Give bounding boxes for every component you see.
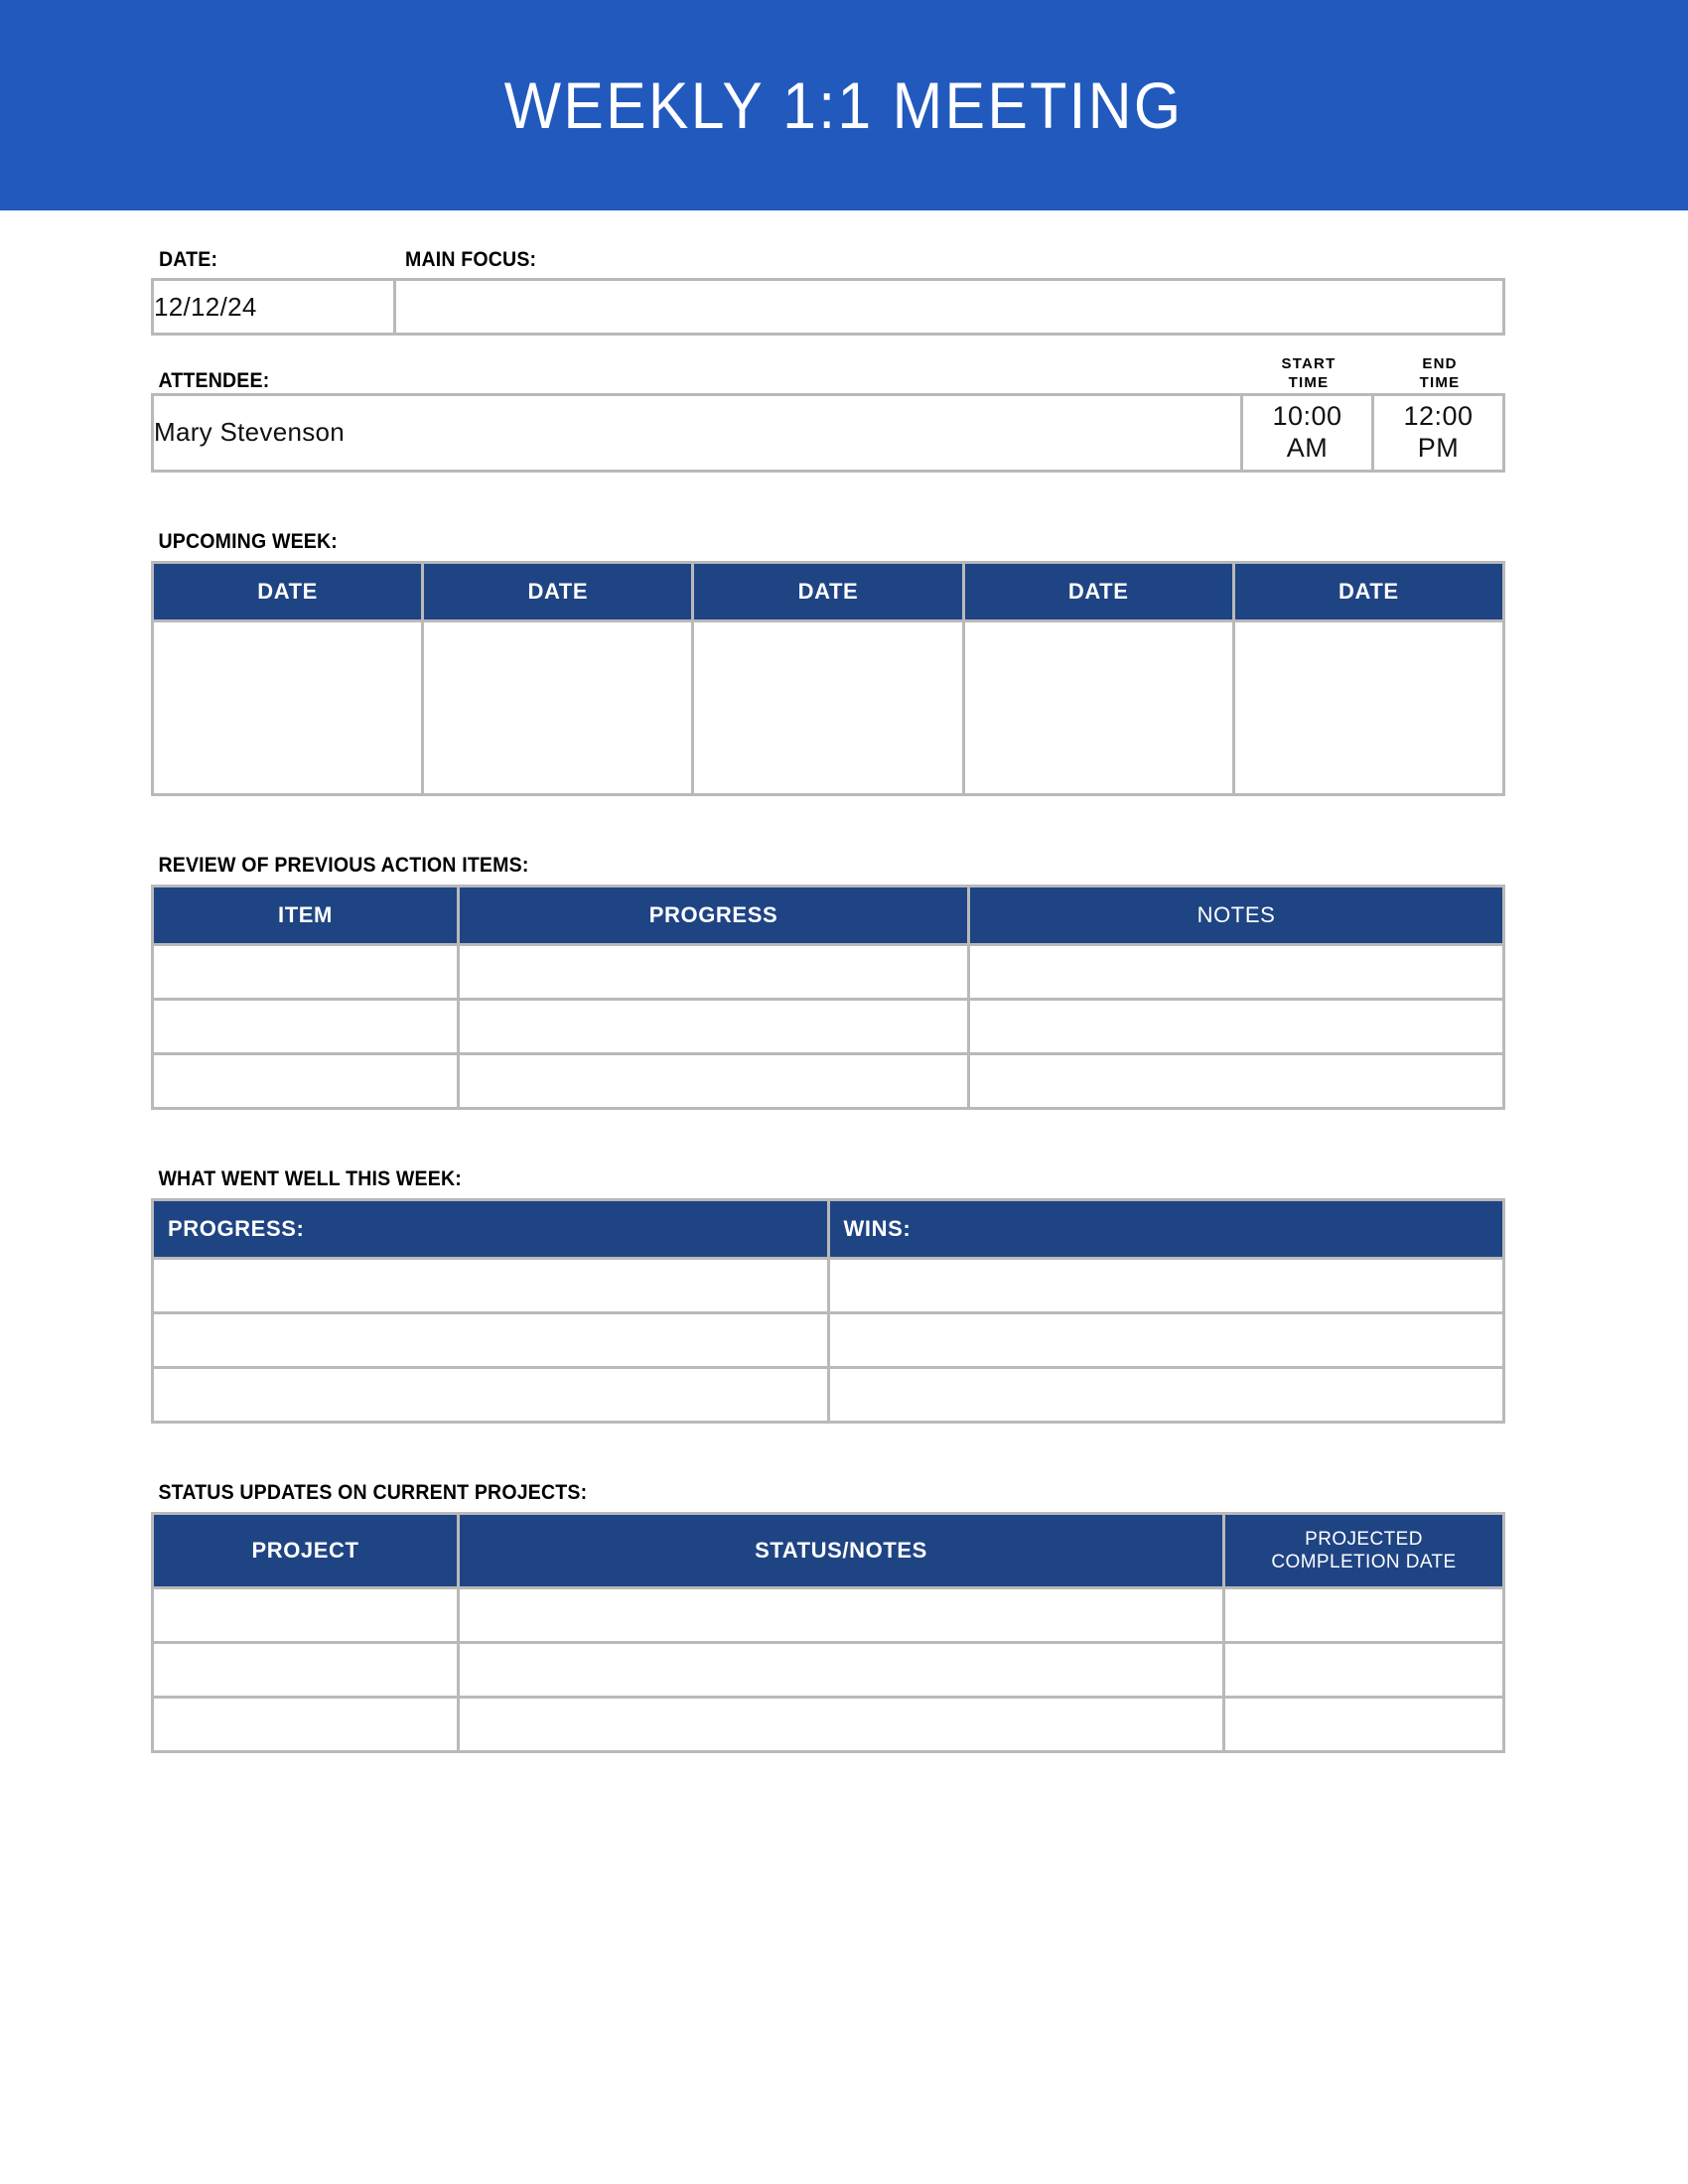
start-time-label (1243, 355, 1374, 393)
spacer (151, 796, 1505, 854)
completion-date-line2: COMPLETION DATE (1271, 1551, 1457, 1572)
table-header-row (153, 1199, 1504, 1258)
table-row (153, 1312, 1504, 1367)
attendee-label-cell (151, 355, 1243, 393)
table-row (153, 1053, 1504, 1108)
start-time-label-line2: TIME (1288, 373, 1330, 391)
spacer (151, 1424, 1505, 1481)
what-went-well-table (151, 1198, 1505, 1424)
upcoming-week-cell[interactable] (153, 620, 423, 794)
spacer (151, 1504, 1505, 1512)
table-row (153, 280, 1504, 335)
document-content (151, 248, 1505, 1753)
table-row (153, 1258, 1504, 1312)
action-items-cell[interactable] (969, 944, 1504, 999)
status-updates-cell[interactable] (459, 1642, 1224, 1697)
status-updates-cell[interactable] (1224, 1697, 1504, 1751)
what-went-well-col-progress: PROGRESS: (153, 1199, 829, 1258)
end-time-field[interactable] (1373, 394, 1504, 471)
start-time-value-line2: AM (1286, 432, 1329, 463)
what-went-well-cell[interactable] (828, 1367, 1504, 1422)
table-row (153, 1642, 1504, 1697)
date-focus-table (151, 278, 1505, 336)
table-header-row (153, 562, 1504, 620)
upcoming-week-cell[interactable] (423, 620, 693, 794)
end-time-label (1374, 355, 1505, 393)
what-went-well-cell[interactable] (153, 1312, 829, 1367)
page-title: WEEKLY 1:1 MEETING (504, 68, 1184, 142)
table-header-row (153, 886, 1504, 944)
what-went-well-col-wins: WINS: (828, 1199, 1504, 1258)
spacer (151, 877, 1505, 885)
attendee-label: ATTENDEE: (158, 369, 270, 393)
action-items-cell[interactable] (969, 999, 1504, 1053)
start-time-label-line1: START (1281, 355, 1336, 372)
table-row (153, 1697, 1504, 1751)
main-focus-label: MAIN FOCUS: (405, 248, 537, 271)
table-header-row (153, 1513, 1504, 1587)
attendee-field[interactable]: Mary Stevenson (153, 394, 1242, 471)
main-focus-field[interactable] (395, 280, 1504, 335)
spacer (151, 473, 1505, 530)
what-went-well-cell[interactable] (153, 1258, 829, 1312)
status-updates-col-status-notes: STATUS/NOTES (459, 1513, 1224, 1587)
action-items-cell[interactable] (153, 944, 459, 999)
completion-date-line1: PROJECTED (1305, 1528, 1423, 1550)
upcoming-week-label: UPCOMING WEEK: (158, 529, 338, 553)
start-time-field[interactable] (1242, 394, 1373, 471)
action-items-col-notes: NOTES (969, 886, 1504, 944)
end-time-value-line1: 12:00 (1403, 400, 1474, 431)
spacer (151, 336, 1505, 355)
previous-action-items-table (151, 885, 1505, 1110)
attendee-time-table (151, 393, 1505, 473)
table-row (153, 999, 1504, 1053)
action-items-cell[interactable] (459, 999, 969, 1053)
upcoming-week-col-3: DATE (693, 562, 963, 620)
upcoming-week-col-1: DATE (153, 562, 423, 620)
previous-action-items-label: REVIEW OF PREVIOUS ACTION ITEMS: (158, 853, 529, 877)
page-header-banner (0, 0, 1688, 210)
start-time-value-line1: 10:00 (1272, 400, 1342, 431)
status-updates-cell[interactable] (1224, 1642, 1504, 1697)
status-updates-cell[interactable] (459, 1587, 1224, 1642)
attendee-time-label-table (151, 355, 1505, 393)
table-row (153, 1587, 1504, 1642)
what-went-well-label: WHAT WENT WELL THIS WEEK: (158, 1166, 462, 1190)
date-field[interactable]: 12/12/24 (153, 280, 395, 335)
status-updates-label: STATUS UPDATES ON CURRENT PROJECTS: (158, 1480, 588, 1504)
table-row (153, 944, 1504, 999)
what-went-well-cell[interactable] (828, 1312, 1504, 1367)
status-updates-table (151, 1512, 1505, 1753)
upcoming-week-cell[interactable] (693, 620, 963, 794)
spacer (151, 1190, 1505, 1198)
status-updates-col-project: PROJECT (153, 1513, 459, 1587)
action-items-cell[interactable] (969, 1053, 1504, 1108)
spacer (151, 553, 1505, 561)
upcoming-week-table (151, 561, 1505, 796)
status-updates-cell[interactable] (153, 1642, 459, 1697)
date-focus-label-row (151, 248, 1505, 278)
status-updates-cell[interactable] (1224, 1587, 1504, 1642)
action-items-col-progress: PROGRESS (459, 886, 969, 944)
action-items-cell[interactable] (153, 999, 459, 1053)
date-label: DATE: (159, 248, 218, 271)
action-items-cell[interactable] (459, 1053, 969, 1108)
spacer (151, 1110, 1505, 1167)
upcoming-week-col-4: DATE (963, 562, 1233, 620)
upcoming-week-cell[interactable] (963, 620, 1233, 794)
table-row (153, 394, 1504, 471)
table-row (151, 355, 1505, 393)
status-updates-cell[interactable] (153, 1587, 459, 1642)
status-updates-cell[interactable] (459, 1697, 1224, 1751)
end-time-label-line2: TIME (1419, 373, 1461, 391)
action-items-cell[interactable] (153, 1053, 459, 1108)
action-items-cell[interactable] (459, 944, 969, 999)
upcoming-week-cell[interactable] (1233, 620, 1503, 794)
table-row (153, 1367, 1504, 1422)
upcoming-week-col-2: DATE (423, 562, 693, 620)
upcoming-week-col-5: DATE (1233, 562, 1503, 620)
status-updates-cell[interactable] (153, 1697, 459, 1751)
what-went-well-cell[interactable] (153, 1367, 829, 1422)
end-time-label-line1: END (1422, 355, 1458, 372)
status-updates-col-completion-date (1224, 1513, 1504, 1587)
action-items-col-item: ITEM (153, 886, 459, 944)
end-time-value-line2: PM (1417, 432, 1460, 463)
what-went-well-cell[interactable] (828, 1258, 1504, 1312)
table-row (153, 620, 1504, 794)
